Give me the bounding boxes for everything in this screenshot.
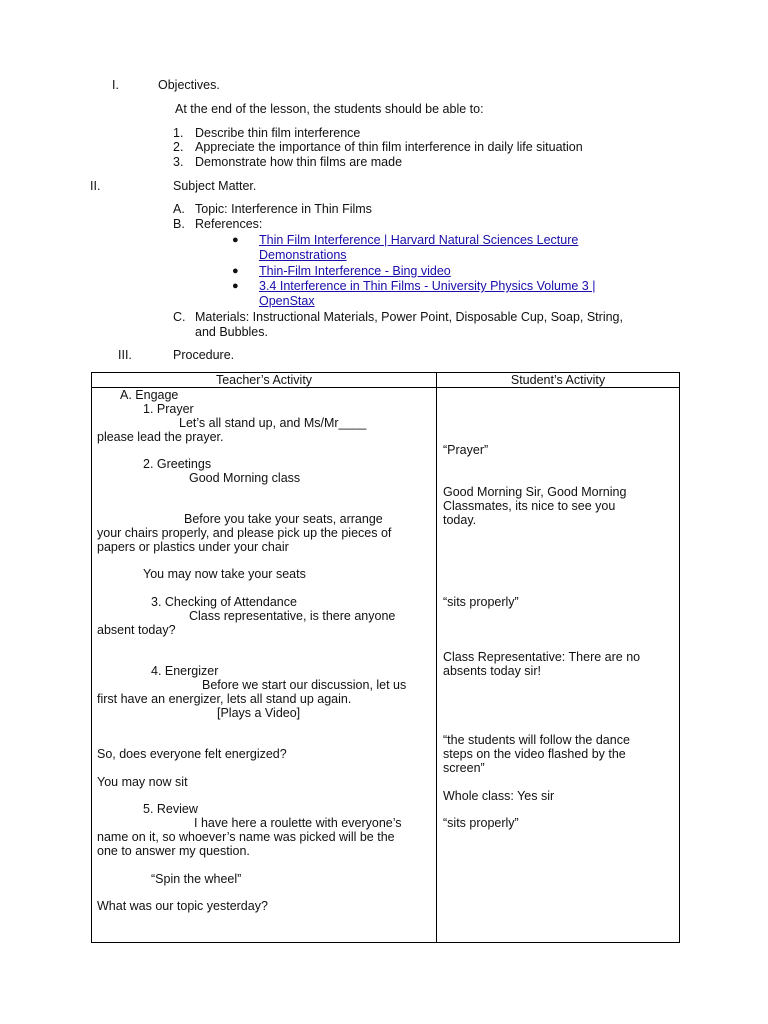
teacher-line: So, does everyone felt energized?	[97, 747, 287, 761]
teacher-line: first have an energizer, lets all stand up again.	[97, 692, 352, 706]
bullet-icon: ●	[232, 280, 239, 292]
reference-link-line[interactable]: 3.4 Interference in Thin Films - University Physics Volume 3 |	[259, 279, 596, 293]
teacher-line: [Plays a Video]	[217, 706, 301, 720]
reference-link-harvard-cont[interactable]	[259, 248, 347, 262]
teacher-line: What was our topic yesterday?	[97, 899, 268, 913]
objective-item: Demonstrate how thin films are made	[195, 155, 403, 169]
section-heading-objectives: Objectives.	[158, 78, 220, 92]
materials-text: Materials: Instructional Materials, Power Point, Disposable Cup, Soap, String,	[195, 310, 623, 324]
section-numeral-procedure: III.	[118, 348, 132, 362]
reference-link-line[interactable]: OpenStax	[259, 294, 315, 308]
objectives-intro: At the end of the lesson, the students should be able to:	[175, 102, 484, 116]
student-line: “sits properly”	[443, 595, 519, 609]
student-line: “Prayer”	[443, 443, 489, 457]
table-row	[92, 388, 680, 943]
teacher-line: 5. Review	[143, 802, 198, 816]
teacher-line: Let’s all stand up, and Ms/Mr____	[179, 416, 367, 430]
teacher-line: You may now take your seats	[143, 567, 306, 581]
teacher-line: “Spin the wheel”	[151, 872, 242, 886]
teacher-line: papers or plastics under your chair	[97, 540, 289, 554]
teacher-line: Good Morning class	[189, 471, 301, 485]
topic-letter: A.	[173, 202, 185, 216]
objective-item: Describe thin film interference	[195, 126, 361, 140]
section-heading-procedure: Procedure.	[173, 348, 235, 362]
teacher-line: please lead the prayer.	[97, 430, 224, 444]
materials-letter: C.	[173, 310, 186, 324]
student-line: Class Representative: There are no	[443, 650, 641, 664]
reference-link-harvard[interactable]	[259, 233, 578, 247]
student-line: steps on the video flashed by the	[443, 747, 626, 761]
column-header-teacher: Teacher’s Activity	[92, 373, 437, 388]
reference-link-openstax[interactable]	[259, 279, 595, 293]
teacher-line: 1. Prayer	[143, 402, 194, 416]
section-numeral-subject-matter: II.	[90, 179, 101, 193]
topic-text: Topic: Interference in Thin Films	[195, 202, 372, 216]
reference-link-line[interactable]: Demonstrations	[259, 248, 347, 262]
teacher-line: name on it, so whoever’s name was picked will be the	[97, 830, 395, 844]
teacher-line: one to answer my question.	[97, 844, 250, 858]
teacher-line: your chairs properly, and please pick up the pieces of	[97, 526, 392, 540]
bullet-icon: ●	[232, 265, 239, 277]
teacher-line: A. Engage	[120, 388, 179, 402]
reference-link-line[interactable]: Thin-Film Interference - Bing video	[259, 264, 451, 278]
column-header-student: Student’s Activity	[437, 373, 680, 388]
student-line: Classmates, its nice to see you	[443, 499, 616, 513]
student-line: “the students will follow the dance	[443, 733, 630, 747]
student-line: Whole class: Yes sir	[443, 789, 555, 803]
materials-text-cont: and Bubbles.	[195, 325, 268, 339]
teacher-line: 3. Checking of Attendance	[151, 595, 297, 609]
student-line: today.	[443, 513, 477, 527]
student-line: “sits properly”	[443, 816, 519, 830]
procedure-table	[91, 372, 680, 943]
references-label: References:	[195, 217, 263, 231]
teacher-line: 2. Greetings	[143, 457, 212, 471]
student-activity-cell	[437, 388, 680, 943]
teacher-line: You may now sit	[97, 775, 188, 789]
student-line: screen”	[443, 761, 485, 775]
teacher-line: I have here a roulette with everyone’s	[194, 816, 402, 830]
references-letter: B.	[173, 217, 185, 231]
reference-link-line[interactable]: Thin Film Interference | Harvard Natural Sciences Lecture	[259, 233, 579, 247]
reference-link-openstax-cont[interactable]	[259, 294, 315, 308]
section-numeral-objectives: I.	[112, 78, 119, 92]
table-header-row	[92, 373, 680, 388]
teacher-line: Before you take your seats, arrange	[184, 512, 383, 526]
bullet-icon: ●	[232, 234, 239, 246]
student-line: Good Morning Sir, Good Morning	[443, 485, 627, 499]
teacher-line: Before we start our discussion, let us	[202, 678, 407, 692]
objective-number: 3.	[173, 155, 184, 169]
student-line: absents today sir!	[443, 664, 541, 678]
teacher-line: Class representative, is there anyone	[189, 609, 396, 623]
objective-number: 2.	[173, 140, 184, 154]
objective-number: 1.	[173, 126, 184, 140]
teacher-line: 4. Energizer	[151, 664, 219, 678]
section-heading-subject-matter: Subject Matter.	[173, 179, 257, 193]
teacher-activity-cell	[92, 388, 437, 943]
objective-item: Appreciate the importance of thin film interference in daily life situation	[195, 140, 583, 154]
teacher-line: absent today?	[97, 623, 176, 637]
reference-link-bing[interactable]	[259, 264, 451, 278]
